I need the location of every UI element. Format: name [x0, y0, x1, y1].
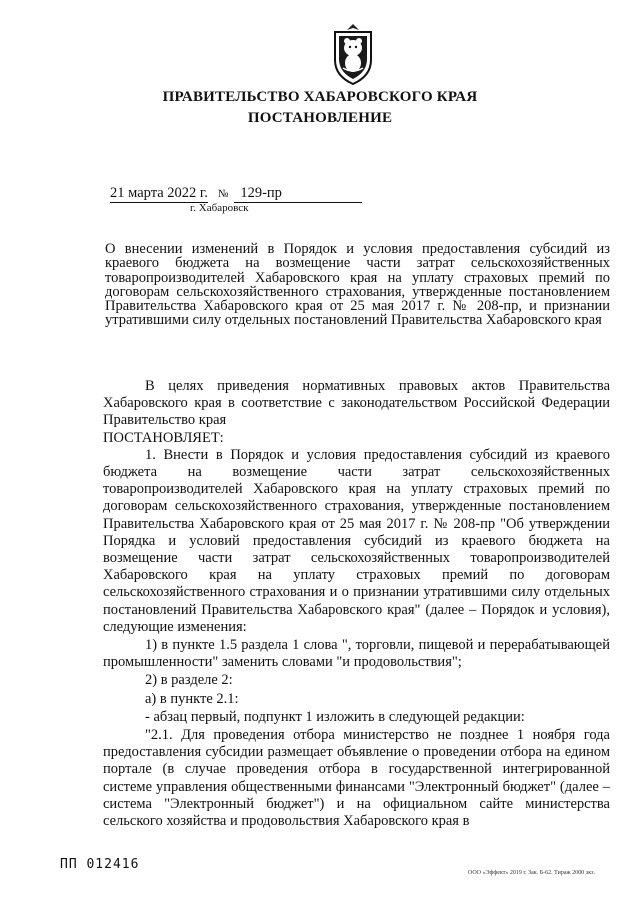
- item-1-2-paragraph: 2) в разделе 2:: [145, 672, 233, 689]
- printer-imprint: ООО «Эффект» 2019 г. Зак. Б-62. Тираж 2000 экз.: [468, 870, 595, 876]
- document-city: г. Хабаровск: [190, 202, 249, 214]
- item-1-paragraph: 1. Внести в Порядок и условия предоставления субсидий из краевого бюджета на возмещение части затрат сельскохозяйственных товаропроизводителей Хабаровского края на уплату страховых премий по договорам сельскохозяйственного страхования, утвержденные постановлением Правительства Хабаровского края от 25 мая 2017 г. № 208-пр "Об утверждении Порядка и условий предоставления субсидий из краевого бюджета на возмещение части затрат сельскохозяйственных товаропроизводителей Хабаровского края на уплату страховых премий по договорам сельскохозяйственного страхования и о признании утратившими силу отдельных постановлений Правительства Хабаровского края" (далее – Порядок и условия), следующие изменения:: [103, 446, 610, 635]
- item-1-1-paragraph: 1) в пункте 1.5 раздела 1 слова ", торговли, пищевой и перерабатывающей промышленности" заменить словами "и продовольствия";: [103, 637, 610, 671]
- date-number-line: [110, 185, 362, 203]
- coat-of-arms-icon: [327, 22, 379, 86]
- document-date: 21 марта 2022 г.: [110, 185, 208, 201]
- decree-word: ПОСТАНОВЛЯЕТ:: [103, 429, 224, 446]
- document-subject: О внесении изменений в Порядок и условия предоставления субсидий из краевого бюджета на возмещение части затрат сельскохозяйственных товаропроизводителей Хабаровского края на уплату страховых премий по договорам сельскохозяйственного страхования, утвержденные постановлением Правительства Хабаровского края от 25 мая 2017 г. № 208-пр, и признании утратившими силу отдельных постановлений Правительства Хабаровского края: [105, 241, 610, 329]
- item-1-2a-paragraph: а) в пункте 2.1:: [145, 690, 239, 707]
- preamble-paragraph: В целях приведения нормативных правовых актов Правительства Хабаровского края в соответствие с законодательством Российской Федерации Правительство края: [103, 378, 610, 429]
- form-serial-number: ПП 012416: [60, 857, 140, 872]
- document-type-title: ПОСТАНОВЛЕНИЕ: [247, 110, 393, 126]
- document-number: 129-пр: [234, 185, 362, 203]
- government-title: ПРАВИТЕЛЬСТВО ХАБАРОВСКОГО КРАЯ: [162, 89, 478, 105]
- document-body: [103, 378, 610, 830]
- item-2-1-paragraph: "2.1. Для проведения отбора министерство не позднее 1 ноября года предоставления субсидии размещает объявление о проведении отбора на едином портале (в случае проведения отбора в государственной интегрированной системе управления общественными финансами "Электронный бюджет" (далее – система "Электронный бюджет") и на официальном сайте министерства сельского хозяйства и продовольствия Хабаровского края в: [103, 727, 610, 830]
- item-1-2a-dash-paragraph: - абзац первый, подпункт 1 изложить в следующей редакции:: [145, 708, 525, 725]
- number-sign: №: [217, 188, 229, 200]
